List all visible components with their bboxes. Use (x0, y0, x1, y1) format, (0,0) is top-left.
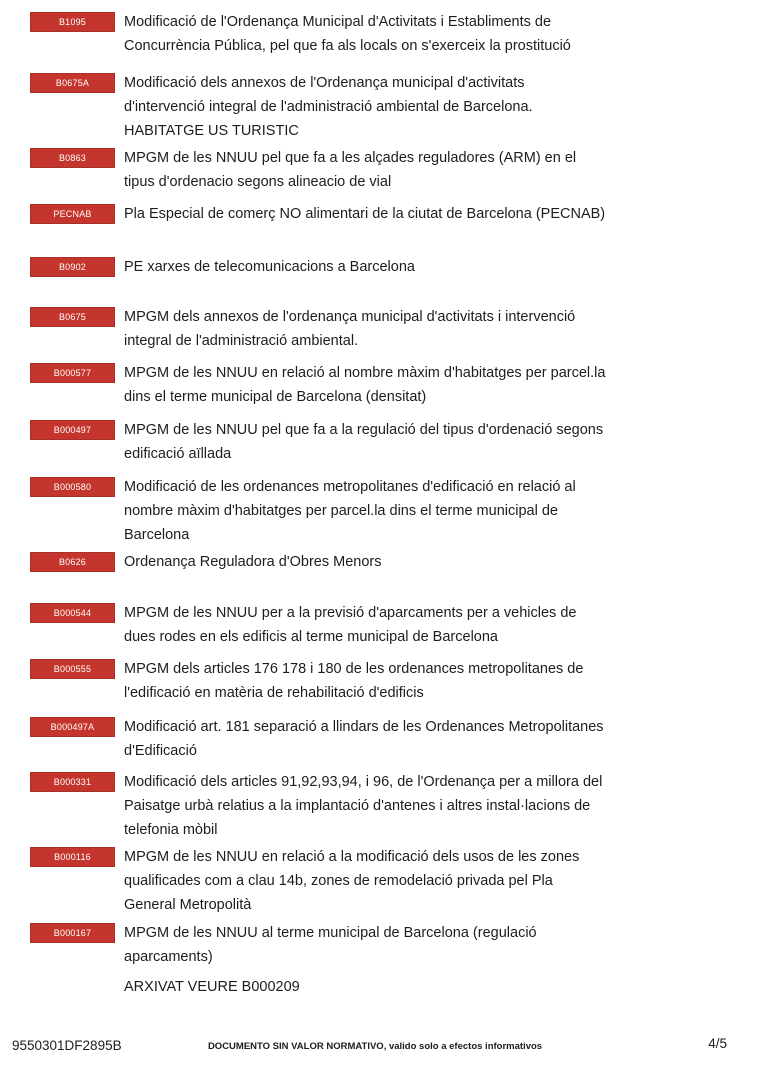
archived-note: ARXIVAT VEURE B000209 (124, 979, 300, 995)
code-badge: B0626 (30, 552, 115, 572)
code-badge: B000497 (30, 420, 115, 440)
item-description: Modificació art. 181 separació a llindars de les Ordenances Metropolitanes d'Edificació (124, 719, 604, 759)
code-badge: B000544 (30, 603, 115, 623)
list-item (30, 255, 415, 279)
item-description: Modificació de l'Ordenança Municipal d'Activitats i Establiments de Concurrència Pública, pel que fa als locals on s'exerceix la prostitució (124, 14, 571, 54)
code-badge: B000331 (30, 772, 115, 792)
list-item (30, 845, 606, 917)
code-badge: B000116 (30, 847, 115, 867)
code-badge: B000497A (30, 717, 115, 737)
item-description: PE xarxes de telecomunicacions a Barcelona (124, 259, 415, 275)
list-item (30, 71, 606, 143)
list-item (30, 361, 606, 409)
item-description: MPGM de les NNUU per a la previsió d'aparcaments per a vehicles de dues rodes en els edificis al terme municipal de Barcelona (124, 605, 577, 645)
item-description: MPGM de les NNUU pel que fa a la regulació del tipus d'ordenació segons edificació aïllada (124, 422, 604, 462)
list-item (30, 550, 381, 574)
footer-document-code: 9550301DF2895B (12, 1038, 122, 1053)
list-item (30, 418, 606, 466)
list-item (30, 202, 605, 226)
item-description: MPGM de les NNUU en relació al nombre màxim d'habitatges per parcel.la dins el terme municipal de Barcelona (densitat) (124, 365, 606, 405)
item-description: Modificació dels articles 91,92,93,94, i 96, de l'Ordenança per a millora del Paisatge urbà relatius a la implantació d'antenes i altres instal·lacions de telefonia mòbil (124, 774, 603, 838)
code-badge: B000580 (30, 477, 115, 497)
item-description: MPGM dels articles 176 178 i 180 de les ordenances metropolitanes de l'edificació en matèria de rehabilitació d'edificis (124, 661, 584, 701)
code-badge: B1095 (30, 12, 115, 32)
item-description: MPGM de les NNUU en relació a la modificació dels usos de les zones qualificades com a clau 14b, zones de remodelació privada pel Pla General Metropolità (124, 849, 580, 913)
list-item (30, 475, 606, 547)
list-item (124, 975, 300, 999)
list-item (30, 921, 606, 969)
item-description: MPGM de les NNUU al terme municipal de Barcelona (regulació aparcaments) (124, 925, 537, 965)
list-item (30, 601, 606, 649)
code-badge: B0902 (30, 257, 115, 277)
item-description: Ordenança Reguladora d'Obres Menors (124, 554, 382, 570)
code-badge: PECNAB (30, 204, 115, 224)
item-description: MPGM dels annexos de l'ordenança municipal d'activitats i intervenció integral de l'administració ambiental. (124, 309, 576, 349)
list-item (30, 657, 606, 705)
list-item (30, 770, 606, 842)
code-badge: B0863 (30, 148, 115, 168)
code-badge: B0675 (30, 307, 115, 327)
item-description: Modificació de les ordenances metropolitanes d'edificació en relació al nombre màxim d'habitatges per parcel.la dins el terme municipal de Barcelona (124, 479, 576, 543)
code-badge: B000555 (30, 659, 115, 679)
footer-disclaimer: DOCUMENTO SIN VALOR NORMATIVO, valido solo a efectos informativos (207, 1041, 543, 1052)
code-badge: B000167 (30, 923, 115, 943)
list-item (30, 10, 606, 58)
list-item (30, 146, 606, 194)
item-description: Modificació dels annexos de l'Ordenança municipal d'activitats d'intervenció integral de l'administració ambiental de Barcelona. HABITATGE US TURISTIC (124, 75, 533, 139)
list-item (30, 715, 606, 763)
list-item (30, 305, 606, 353)
code-badge: B000577 (30, 363, 115, 383)
item-description: Pla Especial de comerç NO alimentari de la ciutat de Barcelona (PECNAB) (124, 206, 606, 222)
footer-page-number: 4/5 (708, 1036, 727, 1051)
code-badge: B0675A (30, 73, 115, 93)
item-description: MPGM de les NNUU pel que fa a les alçades reguladores (ARM) en el tipus d'ordenacio segons alineacio de vial (124, 150, 577, 190)
